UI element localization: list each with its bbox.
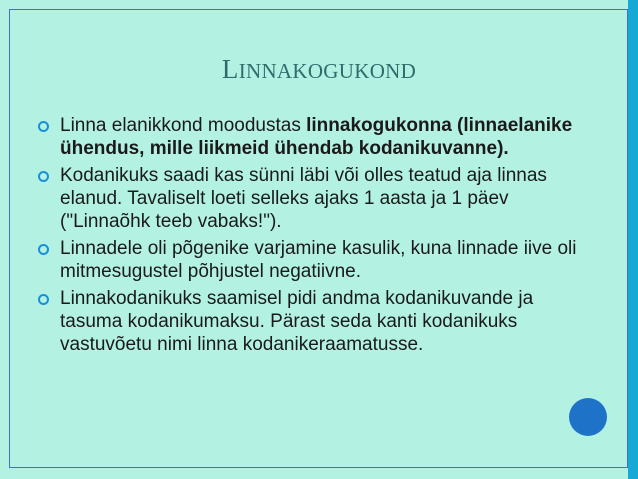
title-rest: INNAKOGUKOND <box>238 59 417 83</box>
right-accent-bar <box>628 0 638 479</box>
bullet-item-2 <box>37 164 582 233</box>
bullet-text: Linna elanikkond moodustas <box>60 115 307 136</box>
bullet-icon <box>38 171 49 182</box>
bullet-icon <box>38 244 49 255</box>
bullet-text: Kodanikuks saadi kas sünni läbi või olles teatud aja linnas elanud. Tavaliselt loeti selleks ajaks 1 aasta ja 1 päev ("Linnaõhk teeb vabaks!"). <box>60 165 547 232</box>
title-initial: L <box>221 54 239 84</box>
bullet-item-4 <box>37 287 582 356</box>
bullet-text: Linnakodanikuks saamisel pidi andma kodanikuvande ja tasuma kodanikumaksu. Pärast seda kanti kodanikuks vastuvõetu nimi linna kodanikeraamatusse. <box>60 288 534 355</box>
bullet-text-bold: linnakogukonna (linnaelanike ühendus, mille liikmeid ühendab kodanikuvanne). <box>60 115 573 159</box>
corner-circle-icon[interactable] <box>569 398 607 436</box>
slide-title <box>0 54 638 85</box>
bullet-item-1 <box>37 114 582 160</box>
bullet-text: Linnadele oli põgenike varjamine kasulik, kuna linnade iive oli mitmesugustel põhjustel negatiivne. <box>60 238 577 282</box>
bullet-icon <box>38 121 49 132</box>
bullet-item-3 <box>37 237 582 283</box>
bullet-list <box>37 114 582 360</box>
bullet-icon <box>38 294 49 305</box>
